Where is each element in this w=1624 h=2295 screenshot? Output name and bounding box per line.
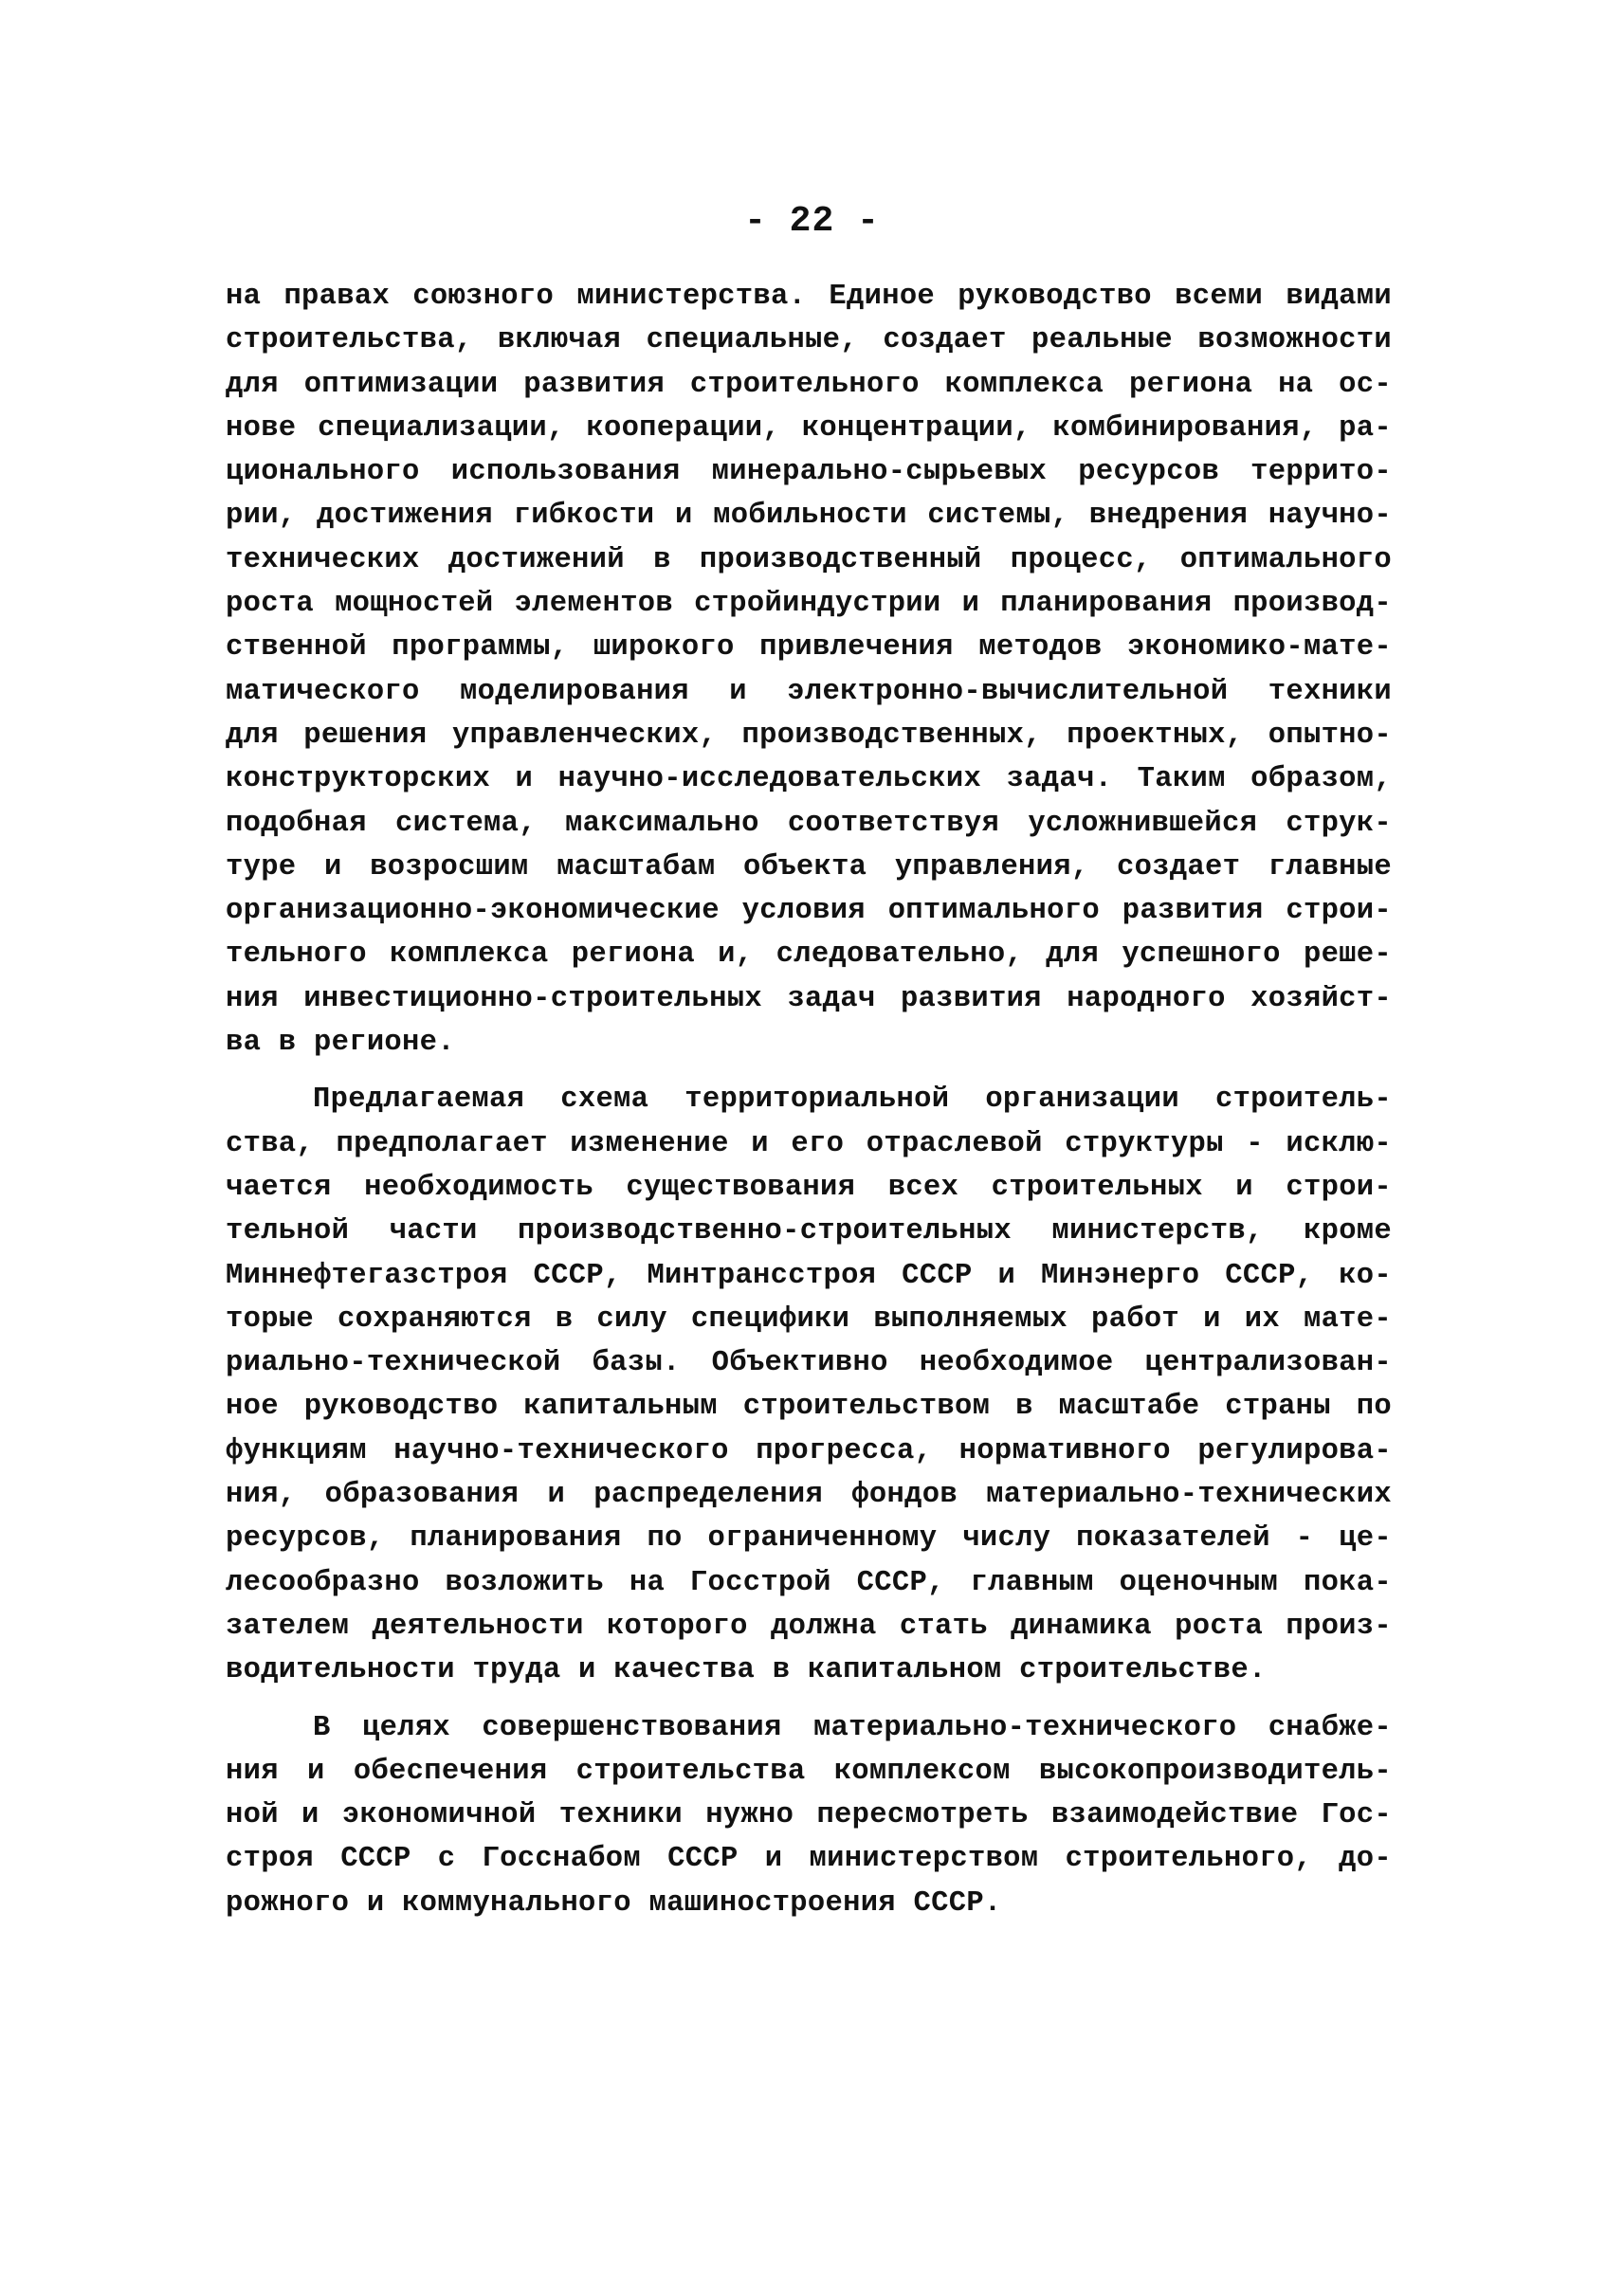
text-line: тельной части производственно-строительных министерств, кроме [226, 1215, 1392, 1248]
text-line: ственной программы, широкого привлечения методов экономико-мате- [226, 631, 1392, 665]
text-line: туре и возросшим масштабам объекта управления, создает главные [226, 850, 1392, 883]
text-line: водительности труда и качества в капитальном строительстве. [226, 1654, 1267, 1687]
text-line: роста мощностей элементов стройиндустрии и планирования производ- [226, 588, 1392, 621]
text-line: Миннефтегазстроя СССР, Минтрансстроя СССР и Минэнерго СССР, ко- [226, 1259, 1392, 1292]
text-line: рожного и коммунального машиностроения СССР. [226, 1886, 1002, 1920]
text-line: ное руководство капитальным строительством в масштабе страны по [226, 1391, 1392, 1424]
text-line: рии, достижения гибкости и мобильности системы, внедрения научно- [226, 500, 1392, 533]
text-line: ния инвестиционно-строительных задач развития народного хозяйст- [226, 982, 1392, 1015]
text-line: ционального использования минерально-сырьевых ресурсов террито- [226, 456, 1392, 489]
text-line: подобная система, максимально соответствуя усложнившейся струк- [226, 807, 1392, 840]
text-line: технических достижений в производственный процесс, оптимального [226, 543, 1392, 576]
text-line: строительства, включая специальные, создает реальные возможности [226, 324, 1392, 357]
text-line: для оптимизации развития строительного комплекса региона на ос- [226, 368, 1392, 401]
paragraph-2 [226, 1078, 1392, 1692]
paragraph-3 [226, 1706, 1392, 1925]
text-line: ния и обеспечения строительства комплексом высокопроизводитель- [226, 1755, 1392, 1788]
text-line: ной и экономичной техники нужно пересмотреть взаимодействие Гос- [226, 1799, 1392, 1832]
text-line: организационно-экономические условия оптимального развития строи- [226, 895, 1392, 928]
body-text [226, 275, 1392, 1925]
text-line: зателем деятельности которого должна стать динамика роста произ- [226, 1610, 1392, 1643]
text-line: чается необходимость существования всех строительных и строи- [226, 1171, 1392, 1204]
text-line: для решения управленческих, производственных, проектных, опытно- [226, 719, 1392, 752]
text-line: ния, образования и распределения фондов материально-технических [226, 1479, 1392, 1512]
text-line: строя СССР с Госснабом СССР и министерством строительного, до- [226, 1843, 1392, 1876]
text-line: ресурсов, планирования по ограниченному числу показателей - це- [226, 1522, 1392, 1556]
text-line: функциям научно-технического прогресса, нормативного регулирова- [226, 1434, 1392, 1467]
text-line: риально-технической базы. Объективно необходимое централизован- [226, 1347, 1392, 1380]
text-line: Предлагаемая схема территориальной организации строитель- [313, 1084, 1392, 1117]
text-line: конструкторских и научно-исследовательских задач. Таким образом, [226, 763, 1392, 796]
text-line: ства, предполагает изменение и его отраслевой структуры - исклю- [226, 1127, 1392, 1160]
text-line: В целях совершенствования материально-технического снабже- [313, 1711, 1392, 1744]
page-number: - 22 - [744, 201, 880, 242]
text-line: матического моделирования и электронно-вычислительной техники [226, 675, 1392, 708]
text-line: торые сохраняются в силу специфики выполняемых работ и их мате- [226, 1302, 1392, 1336]
text-line: на правах союзного министерства. Единое руководство всеми видами [226, 281, 1392, 313]
text-line: лесообразно возложить на Госстрой СССР, главным оценочным пока- [226, 1566, 1392, 1599]
text-line: нове специализации, кооперации, концентрации, комбинирования, ра- [226, 411, 1392, 445]
text-line: ва в регионе. [226, 1027, 455, 1060]
text-line: тельного комплекса региона и, следовательно, для успешного реше- [226, 938, 1392, 972]
paragraph-1 [226, 275, 1392, 1065]
